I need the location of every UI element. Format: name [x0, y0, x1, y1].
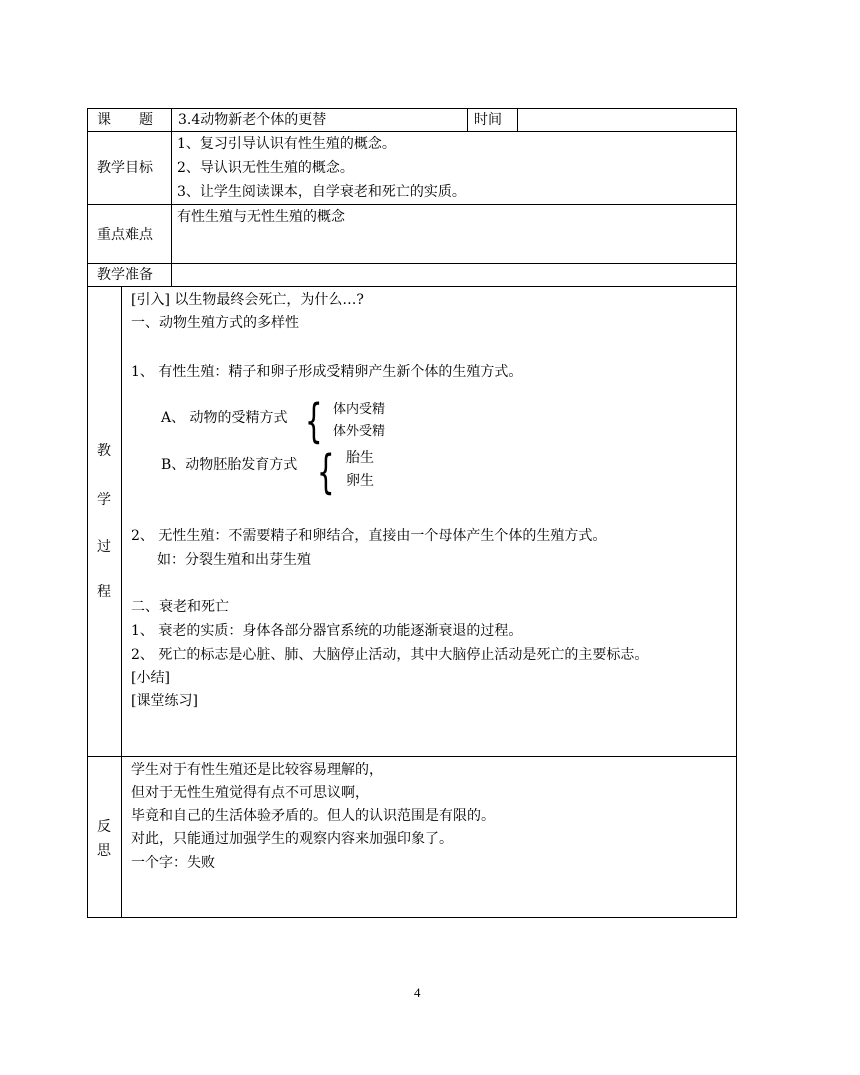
- table-column-divider: [171, 108, 172, 287]
- section-title: 一、动物生殖方式的多样性: [131, 315, 299, 331]
- table-border-right: [736, 108, 737, 918]
- process-label-char: 教: [97, 443, 111, 459]
- reflection-line: 但对于无性生殖觉得有点不可思议啊，: [131, 785, 369, 801]
- objectives-label: 教学目标: [97, 160, 153, 176]
- time-label: 时间: [474, 112, 502, 128]
- development-label: B、动物胚胎发育方式: [161, 457, 298, 473]
- sexual-reproduction: 1、 有性生殖：精子和卵子形成受精卵产生新个体的生殖方式。: [131, 364, 523, 380]
- process-intro: [引入] 以生物最终会死亡，为什么…?: [131, 292, 364, 308]
- table-column-divider: [467, 108, 468, 132]
- table-rule: [87, 131, 737, 132]
- table-rule: [87, 204, 737, 205]
- reflection-label-char: 思: [97, 843, 111, 859]
- reflection-line: 毕竟和自己的生活体验矛盾的。但人的认识范围是有限的。: [131, 808, 495, 824]
- reflection-line: 一个字：失败: [131, 855, 215, 871]
- asexual-reproduction: 2、 无性生殖：不需要精子和卵结合，直接由一个母体产生个体的生殖方式。: [131, 528, 607, 544]
- fertilization-option: 体内受精: [333, 402, 386, 417]
- reflection-line: 对此，只能通过加强学生的观察内容来加强印象了。: [131, 831, 453, 847]
- table-border-top: [87, 108, 737, 109]
- table-rule: [87, 286, 737, 287]
- left-brace-icon: {: [305, 394, 323, 448]
- table-border-left: [87, 108, 88, 918]
- subject-value: 3.4动物新老个体的更替: [178, 112, 327, 128]
- fertilization-option: 体外受精: [333, 424, 386, 439]
- table-column-divider: [121, 286, 122, 918]
- exercise-label: [课堂练习]: [131, 693, 198, 709]
- objective-item: 3、让学生阅读课本，自学衰老和死亡的实质。: [177, 184, 466, 200]
- objective-item: 2、导认识无性生殖的概念。: [177, 160, 354, 176]
- objective-item: 1、复习引导认识有性生殖的概念。: [177, 136, 396, 152]
- summary-label: [小结]: [131, 670, 170, 686]
- process-label-char: 学: [97, 492, 111, 508]
- reflection-label-char: 反: [97, 819, 111, 835]
- development-option: 胎生: [346, 450, 374, 466]
- asexual-example: 如：分裂生殖和出芽生殖: [157, 552, 311, 568]
- fertilization-label: A、 动物的受精方式: [161, 410, 288, 426]
- key-points-label: 重点难点: [97, 227, 153, 243]
- process-label-char: 过: [97, 539, 111, 555]
- table-rule: [87, 263, 737, 264]
- key-points-text: 有性生殖与无性生殖的概念: [177, 209, 345, 225]
- left-brace-icon: {: [317, 445, 335, 499]
- preparation-label: 教学准备: [97, 267, 153, 283]
- table-rule: [87, 756, 737, 757]
- table-border-bottom: [87, 917, 737, 918]
- process-label-char: 程: [97, 584, 111, 600]
- aging-essence: 1、 衰老的实质：身体各部分器官系统的功能逐渐衰退的过程。: [131, 623, 523, 639]
- death-sign: 2、 死亡的标志是心脏、肺、大脑停止活动，其中大脑停止活动是死亡的主要标志。: [131, 647, 649, 663]
- table-column-divider: [517, 108, 518, 132]
- development-option: 卵生: [346, 473, 374, 489]
- page-number: 4: [414, 985, 421, 1000]
- subject-label: 课 题: [97, 112, 153, 128]
- section-title: 二、衰老和死亡: [131, 599, 229, 615]
- reflection-line: 学生对于有性生殖还是比较容易理解的，: [131, 762, 383, 778]
